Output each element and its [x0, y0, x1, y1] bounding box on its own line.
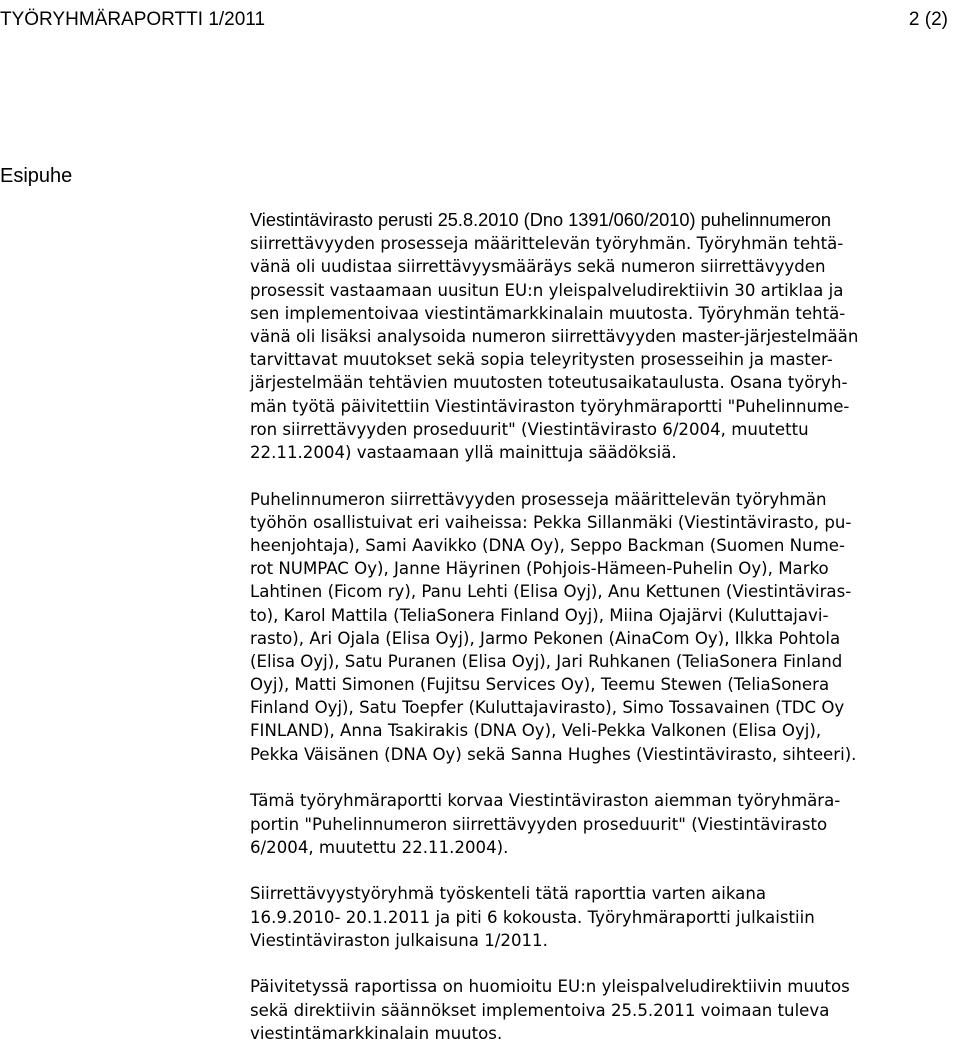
paragraph-line: Pekka Väisänen (DNA Oy) sekä Sanna Hughes (Viestintävirasto, sihteeri).	[250, 744, 857, 764]
paragraph-line: vänä oli uudistaa siirrettävyysmääräys sekä numeron siirrettävyyden	[250, 257, 826, 277]
paragraph-line: tarvittavat muutokset sekä sopia teleyritysten prosesseihin ja master-	[250, 350, 833, 370]
paragraph-line: rasto), Ari Ojala (Elisa Oyj), Jarmo Pekonen (AinaCom Oy), Ilkka Pohtola	[250, 628, 841, 648]
paragraph-line: 16.9.2010- 20.1.2011 ja piti 6 kokousta. Työryhmäraportti julkaistiin	[250, 907, 815, 927]
paragraph-line: Viestintävirasto perusti 25.8.2010 (Dno 1391/060/2010) puhelinnumeron	[250, 210, 832, 230]
paragraph-line: Siirrettävyystyöryhmä työskenteli tätä raporttia varten aikana	[250, 884, 767, 904]
paragraph-line: Oyj), Matti Simonen (Fujitsu Services Oy), Teemu Stewen (TeliaSonera	[250, 675, 830, 695]
paragraph-line: 22.11.2004) vastaamaan yllä mainittuja säädöksiä.	[250, 442, 677, 462]
paragraph	[250, 209, 956, 464]
paragraph-line: prosessit vastaamaan uusitun EU:n yleispalveludirektiivin 30 artiklaa ja	[250, 280, 844, 300]
report-title: TYÖRYHMÄRAPORTTI 1/2011	[0, 9, 266, 30]
paragraph-line: FINLAND), Anna Tsakirakis (DNA Oy), Veli-Pekka Valkonen (Elisa Oyj),	[250, 721, 822, 741]
paragraph-line: (Elisa Oyj), Satu Puranen (Elisa Oyj), Jari Ruhkanen (TeliaSonera Finland	[250, 651, 843, 671]
paragraph	[250, 488, 956, 766]
paragraph-line: sen implementoivaa viestintämarkkinalain muutosta. Työryhmän tehtä-	[250, 303, 846, 323]
paragraph-line: viestintämarkkinalain muutos.	[250, 1023, 503, 1043]
paragraph-line: män työtä päivitettiin Viestintäviraston työryhmäraportti "Puhelinnume-	[250, 396, 850, 416]
paragraph-line: ron siirrettävyyden proseduurit" (Viestintävirasto 6/2004, muutettu	[250, 419, 809, 439]
paragraph-line: järjestelmään tehtävien muutosten toteutusaikataulusta. Osana työryh-	[250, 373, 848, 393]
paragraph-spacer	[250, 766, 956, 790]
paragraph-line: Puhelinnumeron siirrettävyyden prosesseja määrittelevän työryhmän	[250, 489, 827, 509]
paragraph-line: portin "Puhelinnumeron siirrettävyyden proseduurit" (Viestintävirasto	[250, 814, 828, 834]
paragraph-line: Viestintäviraston julkaisuna 1/2011.	[250, 930, 548, 950]
paragraph-line: sekä direktiivin säännökset implementoiva 25.5.2011 voimaan tuleva	[250, 1000, 830, 1020]
paragraph-line: to), Karol Mattila (TeliaSonera Finland Oyj), Miina Ojajärvi (Kuluttajavi-	[250, 605, 829, 625]
paragraph-spacer	[250, 952, 956, 976]
paragraph-line: 6/2004, muutettu 22.11.2004).	[250, 837, 509, 857]
document-body	[250, 209, 956, 1045]
paragraph-line: rot NUMPAC Oy), Janne Häyrinen (Pohjois-Hämeen-Puhelin Oy), Marko	[250, 559, 829, 579]
paragraph-line: siirrettävyyden prosesseja määrittelevän työryhmän. Työryhmän tehtä-	[250, 234, 844, 254]
paragraph-line: Lahtinen (Ficom ry), Panu Lehti (Elisa Oyj), Anu Kettunen (Viestintäviras-	[250, 582, 852, 602]
paragraph-line: vänä oli lisäksi analysoida numeron siirrettävyyden master-järjestelmään	[250, 326, 859, 346]
paragraph-line: Finland Oyj), Satu Toepfer (Kuluttajavirasto), Simo Tossavainen (TDC Oy	[250, 698, 845, 718]
page-header	[0, 6, 948, 34]
paragraph-spacer	[250, 464, 956, 488]
paragraph-line: Päivitetyssä raportissa on huomioitu EU:n yleispalveludirektiivin muutos	[250, 977, 850, 997]
paragraph-line: työhön osallistuivat eri vaiheissa: Pekka Sillanmäki (Viestintävirasto, pu-	[250, 512, 852, 532]
paragraph-spacer	[250, 859, 956, 883]
page-number: 2 (2)	[908, 9, 948, 30]
paragraph-line: heenjohtaja), Sami Aavikko (DNA Oy), Seppo Backman (Suomen Nume-	[250, 535, 845, 555]
paragraph	[250, 882, 956, 952]
paragraph	[250, 789, 956, 859]
section-heading: Esipuhe	[0, 165, 73, 187]
paragraph	[250, 975, 956, 1045]
paragraph-line: Tämä työryhmäraportti korvaa Viestintäviraston aiemman työryhmära-	[250, 791, 841, 811]
